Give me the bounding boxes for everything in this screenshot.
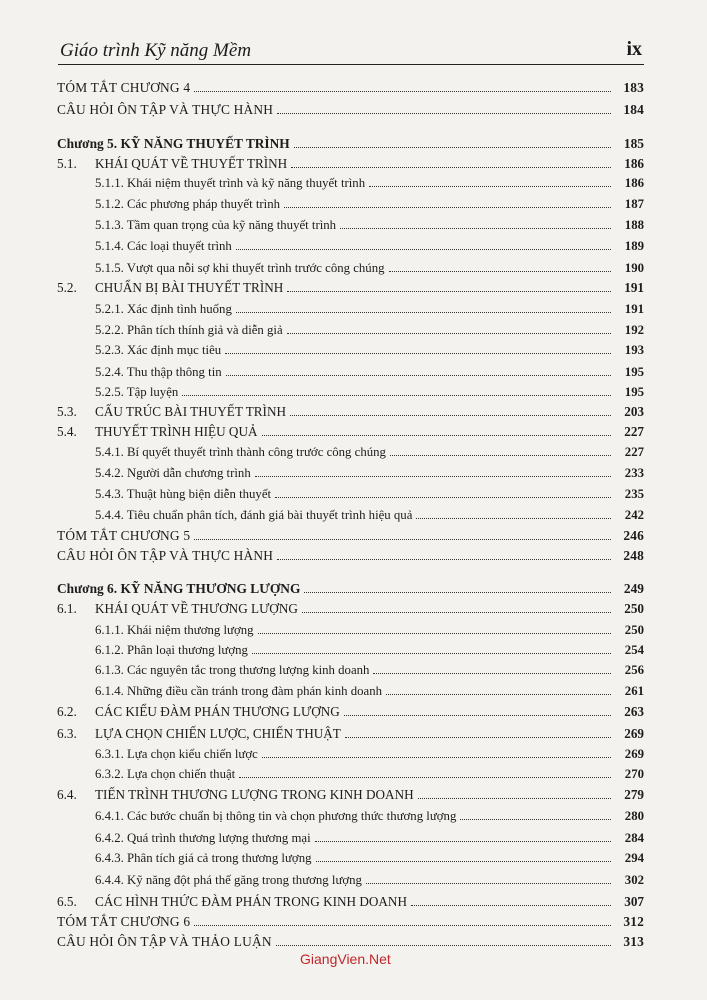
toc-subsection-entry[interactable]: [0, 482, 644, 502]
dot-leader: [366, 883, 611, 884]
toc-entry-label: 5.2.5. Tập luyện: [95, 385, 179, 399]
section-title: CHUẨN BỊ BÀI THUYẾT TRÌNH: [95, 280, 284, 295]
toc-entry-label: 6.1.1. Khái niệm thương lượng: [95, 623, 254, 637]
toc-entry[interactable]: [0, 544, 644, 564]
section-number: 6.4.: [57, 787, 77, 802]
toc-subsection-entry[interactable]: [0, 297, 644, 317]
dot-leader: [226, 375, 611, 376]
toc-page-number: 186: [624, 176, 644, 190]
toc-subsection-entry[interactable]: [0, 360, 644, 380]
toc-page-number: 294: [624, 851, 644, 865]
toc-page-number: 191: [624, 302, 644, 316]
toc-section-entry[interactable]: [0, 890, 644, 910]
toc-entry[interactable]: [0, 930, 644, 950]
toc-page-number: 269: [624, 726, 644, 741]
toc-entry-label: 5.2.1. Xác định tình huống: [95, 302, 232, 316]
toc-entry-label: Chương 6. KỸ NĂNG THƯƠNG LƯỢNG: [57, 581, 301, 596]
toc-entry-label: 5.4.3. Thuật hùng biện diễn thuyết: [95, 487, 272, 501]
toc-subsection-entry[interactable]: [0, 618, 644, 638]
toc-subsection-entry[interactable]: [0, 256, 644, 276]
dot-leader: [373, 673, 611, 674]
section-number: 5.2.: [57, 280, 77, 295]
toc-page-number: 261: [624, 684, 644, 698]
toc-page-number: 187: [624, 197, 644, 211]
dot-leader: [262, 435, 611, 436]
toc-entry-label: 6.4.3. Phân tích giá cả trong thương lượng: [95, 851, 312, 865]
toc-subsection-entry[interactable]: [0, 503, 644, 523]
dot-leader: [302, 612, 611, 613]
section-number: 5.1.: [57, 156, 77, 171]
toc-page-number: 263: [624, 704, 644, 719]
toc-page-number: 242: [624, 508, 644, 522]
section-number: 5.4.: [57, 424, 77, 439]
dot-leader: [194, 925, 611, 926]
toc-section-entry[interactable]: [0, 783, 644, 803]
dot-leader: [290, 415, 611, 416]
toc-page-number: 191: [624, 280, 644, 295]
toc-page-number: 185: [623, 136, 644, 151]
toc-entry-label: TÓM TẮT CHƯƠNG 6: [57, 914, 191, 929]
toc-subsection-entry[interactable]: [0, 380, 644, 400]
toc-page-number: 250: [624, 623, 644, 637]
dot-leader: [345, 737, 611, 738]
dot-leader: [277, 113, 611, 114]
page-number: ix: [626, 38, 642, 60]
toc-subsection-entry[interactable]: [0, 171, 644, 191]
toc-entry-label: 6.1.4. Những điều cần tránh trong đàm phán kinh doanh: [95, 684, 382, 698]
dot-leader: [416, 518, 611, 519]
toc-entry-label: [57, 156, 287, 172]
dot-leader: [389, 271, 612, 272]
dot-leader: [315, 841, 611, 842]
toc-entry-label: CÂU HỎI ÔN TẬP VÀ THỰC HÀNH: [57, 102, 274, 117]
toc-entry-label: [57, 787, 414, 803]
toc-entry-label: 6.4.1. Các bước chuẩn bị thông tin và chọn phương thức thương lượng: [95, 809, 457, 823]
toc-section-entry[interactable]: [0, 276, 644, 296]
toc-entry-label: 6.1.3. Các nguyên tắc trong thương lượng kinh doanh: [95, 663, 370, 677]
toc-entry-label: TÓM TẮT CHƯƠNG 5: [57, 528, 191, 543]
dot-leader: [369, 186, 611, 187]
section-title: KHÁI QUÁT VỀ THUYẾT TRÌNH: [95, 156, 288, 171]
toc-entry-label: 5.2.2. Phân tích thính giả và diễn giả: [95, 323, 283, 337]
toc-entry-label: [57, 280, 283, 296]
toc-page-number: 195: [624, 385, 644, 399]
section-number: 6.1.: [57, 601, 77, 616]
section-number: 5.3.: [57, 404, 77, 419]
toc-subsection-entry[interactable]: [0, 762, 644, 782]
toc-entry-label: Chương 5. KỸ NĂNG THUYẾT TRÌNH: [57, 136, 290, 151]
toc-entry-label: 5.2.4. Thu thập thông tin: [95, 365, 222, 379]
toc-entry-label: 6.4.4. Kỹ năng đột phá thế găng trong thương lượng: [95, 873, 362, 887]
dot-leader: [287, 333, 611, 334]
toc-subsection-entry[interactable]: [0, 804, 644, 824]
toc-page-number: 269: [624, 747, 644, 761]
dot-leader: [316, 861, 612, 862]
dot-leader: [262, 757, 611, 758]
toc-page-number: 188: [624, 218, 644, 232]
toc-section-entry[interactable]: [0, 597, 644, 617]
toc-entry-label: 6.3.2. Lựa chọn chiến thuật: [95, 767, 236, 781]
toc-entry-label: [57, 726, 341, 742]
dot-leader: [194, 539, 611, 540]
toc-subsection-entry[interactable]: [0, 742, 644, 762]
toc-chapter-entry[interactable]: [0, 577, 644, 597]
toc-entry-label: 5.1.3. Tầm quan trọng của kỹ năng thuyết trình: [95, 218, 337, 232]
toc-subsection-entry[interactable]: [0, 868, 644, 888]
section-number: 6.5.: [57, 894, 77, 909]
toc-subsection-entry[interactable]: [0, 638, 644, 658]
dot-leader: [344, 715, 611, 716]
toc-entry[interactable]: [0, 76, 644, 96]
toc-page-number: 254: [624, 643, 644, 657]
toc-entry-label: 5.1.1. Khái niệm thuyết trình và kỹ năng thuyết trình: [95, 176, 366, 190]
dot-leader: [252, 653, 611, 654]
toc-page-number: 270: [624, 767, 644, 781]
toc-page-number: 249: [623, 581, 644, 596]
dot-leader: [239, 777, 611, 778]
section-title: LỰA CHỌN CHIẾN LƯỢC, CHIẾN THUẬT: [95, 726, 341, 741]
toc-page-number: 193: [624, 343, 644, 357]
section-title: CÁC HÌNH THỨC ĐÀM PHÁN TRONG KINH DOANH: [95, 894, 407, 909]
toc-page-number: 190: [624, 261, 644, 275]
toc-entry-label: 5.1.5. Vượt qua nỗi sợ khi thuyết trình trước công chúng: [95, 261, 385, 275]
toc-subsection-entry[interactable]: [0, 192, 644, 212]
section-number: 6.3.: [57, 726, 77, 741]
toc-section-entry[interactable]: [0, 400, 644, 420]
toc-page-number: 227: [624, 445, 644, 459]
dot-leader: [287, 291, 611, 292]
dot-leader: [225, 353, 611, 354]
toc-page-number: 248: [623, 548, 644, 563]
book-title: Giáo trình Kỹ năng Mềm: [60, 40, 252, 61]
section-number: 6.2.: [57, 704, 77, 719]
toc-page-number: 313: [623, 934, 644, 949]
toc-page-number: 246: [623, 528, 644, 543]
toc-page-number: 227: [624, 424, 644, 439]
toc-subsection-entry[interactable]: [0, 461, 644, 481]
section-title: CÁC KIỂU ĐÀM PHÁN THƯƠNG LƯỢNG: [95, 704, 340, 719]
toc-page-number: 302: [624, 873, 644, 887]
toc-entry-label: 5.1.2. Các phương pháp thuyết trình: [95, 197, 281, 211]
toc-entry-label: 5.4.4. Tiêu chuẩn phân tích, đánh giá bài thuyết trình hiệu quả: [95, 508, 413, 522]
section-title: THUYẾT TRÌNH HIỆU QUẢ: [95, 424, 258, 439]
toc-page-number: 284: [624, 831, 644, 845]
toc-entry[interactable]: [0, 524, 644, 544]
dot-leader: [386, 694, 611, 695]
section-title: KHÁI QUÁT VỀ THƯƠNG LƯỢNG: [95, 601, 298, 616]
toc-entry-label: 6.3.1. Lựa chọn kiểu chiến lược: [95, 747, 258, 761]
dot-leader: [411, 905, 611, 906]
toc-section-entry[interactable]: [0, 420, 644, 440]
toc-entry-label: CÂU HỎI ÔN TẬP VÀ THỰC HÀNH: [57, 548, 274, 563]
dot-leader: [275, 497, 611, 498]
toc-subsection-entry[interactable]: [0, 338, 644, 358]
toc-page-number: 195: [624, 365, 644, 379]
toc-entry-label: 6.4.2. Quá trình thương lượng thương mại: [95, 831, 311, 845]
toc-entry-label: [57, 424, 258, 440]
toc-page-number: 280: [624, 809, 644, 823]
watermark-text: GiangVien.Net: [300, 951, 391, 967]
toc-page-number: 203: [624, 404, 644, 419]
toc-subsection-entry[interactable]: [0, 318, 644, 338]
dot-leader: [294, 147, 611, 148]
section-title: CẤU TRÚC BÀI THUYẾT TRÌNH: [95, 404, 286, 419]
toc-entry-label: 5.4.1. Bí quyết thuyết trình thành công trước công chúng: [95, 445, 386, 459]
toc-section-entry[interactable]: [0, 722, 644, 742]
toc-page-number: 279: [624, 787, 644, 802]
toc-subsection-entry[interactable]: [0, 679, 644, 699]
toc-subsection-entry[interactable]: [0, 658, 644, 678]
toc-entry-label: CÂU HỎI ÔN TẬP VÀ THẢO LUẬN: [57, 934, 272, 949]
dot-leader: [255, 476, 611, 477]
toc-subsection-entry[interactable]: [0, 440, 644, 460]
toc-entry-label: 5.1.4. Các loại thuyết trình: [95, 239, 232, 253]
toc-page-number: 256: [624, 663, 644, 677]
toc-entry-label: 5.2.3. Xác định mục tiêu: [95, 343, 222, 357]
toc-entry-label: 5.4.2. Người dẫn chương trình: [95, 466, 251, 480]
dot-leader: [390, 455, 611, 456]
dot-leader: [340, 228, 611, 229]
dot-leader: [194, 91, 611, 92]
toc-section-entry[interactable]: [0, 152, 644, 172]
dot-leader: [291, 167, 611, 168]
dot-leader: [182, 395, 611, 396]
toc-subsection-entry[interactable]: [0, 234, 644, 254]
toc-page-number: 250: [624, 601, 644, 616]
toc-chapter-entry[interactable]: [0, 132, 644, 152]
toc-entry-label: [57, 894, 407, 910]
section-title: TIẾN TRÌNH THƯƠNG LƯỢNG TRONG KINH DOANH: [95, 787, 414, 802]
toc-entry-label: [57, 704, 340, 720]
dot-leader: [418, 798, 611, 799]
toc-subsection-entry[interactable]: [0, 846, 644, 866]
toc-page-number: 233: [624, 466, 644, 480]
dot-leader: [277, 559, 611, 560]
toc-entry-label: TÓM TẮT CHƯƠNG 4: [57, 80, 191, 95]
dot-leader: [236, 249, 611, 250]
toc-page-number: 192: [624, 323, 644, 337]
toc-entry-label: [57, 404, 286, 420]
toc-entry[interactable]: [0, 98, 644, 118]
toc-page-number: 183: [623, 80, 644, 95]
dot-leader: [304, 592, 611, 593]
toc-section-entry[interactable]: [0, 700, 644, 720]
toc-page-number: 186: [624, 156, 644, 171]
dot-leader: [236, 312, 611, 313]
dot-leader: [258, 633, 611, 634]
dot-leader: [276, 945, 611, 946]
toc-page-number: 184: [623, 102, 644, 117]
toc-subsection-entry[interactable]: [0, 826, 644, 846]
toc-page-number: 235: [624, 487, 644, 501]
toc-entry-label: 6.1.2. Phân loại thương lượng: [95, 643, 248, 657]
toc-entry[interactable]: [0, 910, 644, 930]
dot-leader: [460, 819, 611, 820]
toc-page-number: 189: [624, 239, 644, 253]
toc-entry-label: [57, 601, 298, 617]
toc-page-number: 312: [623, 914, 644, 929]
toc-page-number: 307: [624, 894, 644, 909]
dot-leader: [284, 207, 611, 208]
toc-subsection-entry[interactable]: [0, 213, 644, 233]
